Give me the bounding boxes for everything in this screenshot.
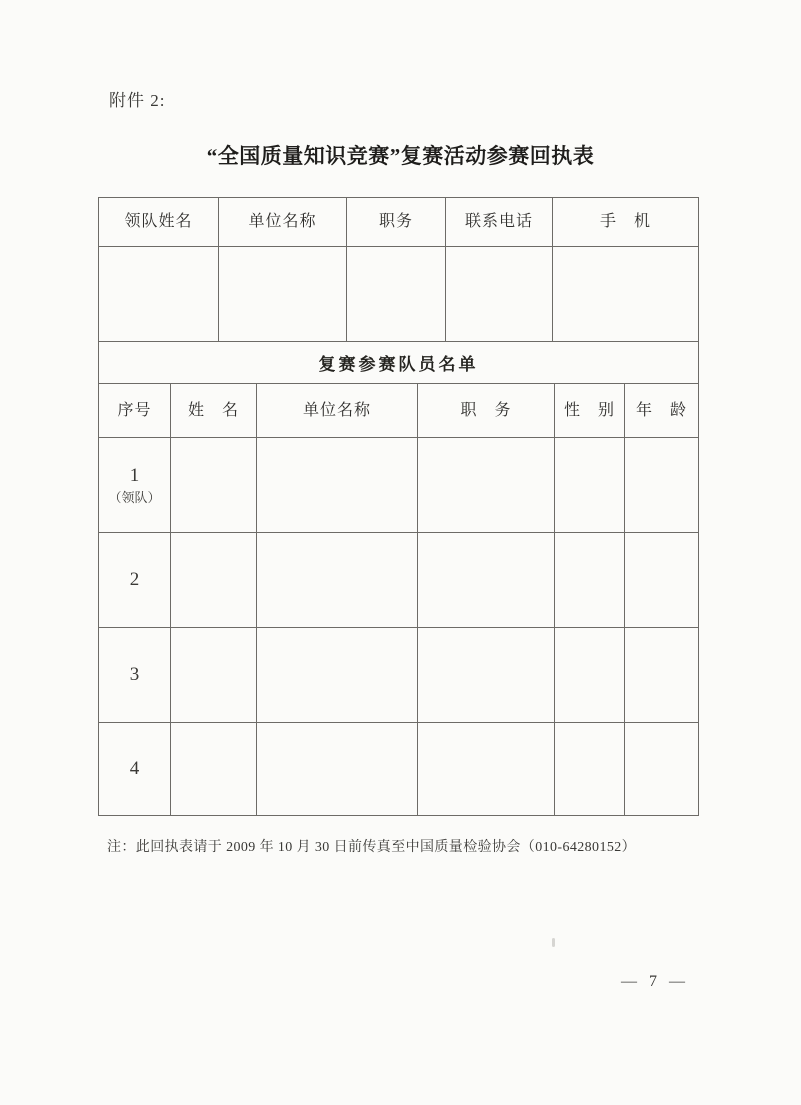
roster-unit-cell (257, 533, 418, 628)
roster-header-cell: 单位名称 (257, 384, 418, 438)
registration-form-table (98, 197, 699, 816)
roster-gender-cell (555, 533, 625, 628)
roster-unit-cell (257, 438, 418, 533)
leader-value-row (99, 247, 698, 342)
roster-age-cell (625, 628, 698, 723)
attachment-label: 附件 2: (109, 91, 166, 110)
roster-position-cell (418, 533, 555, 628)
roster-unit-cell (257, 723, 418, 815)
roster-row (99, 438, 698, 533)
page-title: “全国质量知识竞赛”复赛活动参赛回执表 (206, 144, 595, 168)
footer-note: 注：此回执表请于 2009 年 10 月 30 日前传真至中国质量检验协会（010-64280152） (107, 840, 637, 855)
page-number: — 7 — (621, 973, 689, 990)
roster-name-cell (171, 533, 257, 628)
roster-name-cell (171, 723, 257, 815)
roster-age-cell (625, 438, 698, 533)
roster-age-cell (625, 723, 698, 815)
leader-header-cell: 单位名称 (219, 198, 347, 247)
roster-unit-cell (257, 628, 418, 723)
roster-gender-cell (555, 438, 625, 533)
roster-name-cell (171, 438, 257, 533)
roster-header-cell: 序号 (99, 384, 171, 438)
roster-no: 4 (129, 758, 140, 780)
roster-row (99, 723, 698, 815)
roster-position-cell (418, 628, 555, 723)
leader-value-cell (347, 247, 446, 342)
leader-header-cell: 联系电话 (446, 198, 553, 247)
roster-header-cell: 职 务 (418, 384, 555, 438)
roster-gender-cell (555, 723, 625, 815)
roster-header-cell: 姓 名 (171, 384, 257, 438)
roster-row (99, 628, 698, 723)
roster-position-cell (418, 438, 555, 533)
leader-value-cell (446, 247, 553, 342)
roster-header-cell: 年 龄 (625, 384, 698, 438)
leader-value-cell (219, 247, 347, 342)
leader-header-cell: 领队姓名 (99, 198, 219, 247)
roster-no-cell (99, 438, 171, 533)
leader-header-cell: 手 机 (553, 198, 698, 247)
roster-no-cell (99, 628, 171, 723)
roster-no-sublabel: （领队） (108, 489, 161, 505)
roster-header-row (99, 384, 698, 438)
roster-position-cell (418, 723, 555, 815)
roster-no: 1 (129, 465, 140, 486)
roster-age-cell (625, 533, 698, 628)
roster-gender-cell (555, 628, 625, 723)
roster-no-cell (99, 533, 171, 628)
roster-no-cell (99, 723, 171, 815)
leader-header-cell: 职务 (347, 198, 446, 247)
roster-header-cell: 性 别 (555, 384, 625, 438)
roster-row (99, 533, 698, 628)
roster-no: 2 (129, 569, 140, 591)
scan-speck (552, 938, 555, 947)
roster-section-title: 复赛参赛队员名单 (99, 342, 698, 384)
leader-value-cell (99, 247, 219, 342)
roster-name-cell (171, 628, 257, 723)
leader-header-row (99, 198, 698, 247)
roster-no: 3 (129, 664, 140, 686)
leader-value-cell (553, 247, 698, 342)
